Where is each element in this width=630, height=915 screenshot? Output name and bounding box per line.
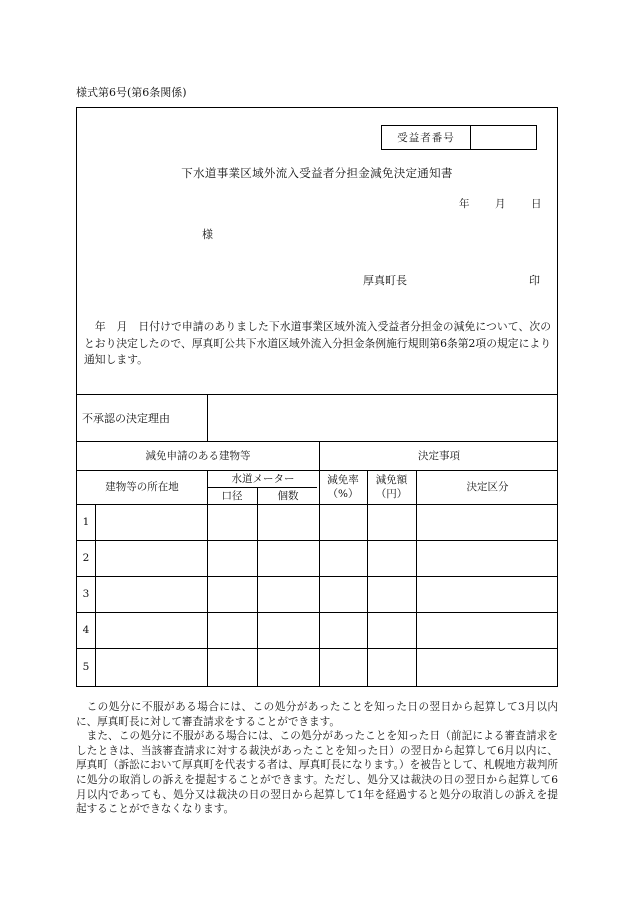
- header-decision-group: 決定事項: [418, 449, 460, 462]
- form-code: 様式第6号(第6条関係): [76, 86, 187, 99]
- divider: [77, 540, 557, 541]
- divider: [257, 487, 258, 686]
- recipient-number-label: 受益者番号: [382, 126, 471, 149]
- date-month-label: 月: [495, 198, 506, 210]
- recipient-number-field[interactable]: [471, 126, 536, 149]
- header-building-group: 減免申請のある建物等: [145, 449, 251, 462]
- divider: [95, 504, 96, 686]
- rejection-reason-field[interactable]: [208, 395, 557, 441]
- appeal-note: また、この処分に不服がある場合には、この処分があったことを知った日（前記による審査請求をしたときは、当該審査請求に対する裁決があったことを知った日）の翌日から起算して6月以内に、厚真町（訴訟において厚真町を代表する者は、厚真町長になります。）を被告として、札幌地方裁判所に処分の取消しの訴えを提起することができます。ただし、処分又は裁決の日の翌日から起算して6月以内であっても、処分又は裁決の日の翌日から起算して1年を経過すると処分の取消しの訴えを提起することができなくなります。: [76, 730, 558, 816]
- recipient-number-box: [381, 125, 537, 150]
- header-decision-category: 決定区分: [466, 481, 509, 493]
- row-number: 4: [82, 624, 90, 636]
- row-number: 1: [82, 516, 90, 528]
- rejection-reason-label: 不承認の決定理由: [82, 412, 170, 425]
- divider: [77, 648, 557, 649]
- header-reduction-rate: 減免率 （%）: [327, 474, 359, 500]
- date-year-label: 年: [459, 198, 470, 210]
- divider: [77, 612, 557, 613]
- notice-body: 年 月 日付けで申請のありました下水道事業区域外流入受益者分担金の減免について、次のとおり決定したので、厚真町公共下水道区域外流入分担金条例施行規則第6条第2項の規定により通知します。: [84, 320, 551, 366]
- divider: [77, 504, 557, 505]
- row-number: 5: [82, 661, 90, 673]
- header-bore: 口径: [221, 489, 243, 502]
- divider: [77, 576, 557, 577]
- row-number: 2: [82, 552, 90, 564]
- seal-mark: 印: [529, 274, 540, 287]
- addressee-suffix: 様: [202, 228, 213, 241]
- appeal-notes: [76, 700, 558, 817]
- appeal-note: この処分に不服がある場合には、この処分があったことを知った日の翌日から起算して3月以内に、厚真町長に対して審査請求をすることができます。: [76, 701, 558, 728]
- header-reduction-amount: 減免額 （円）: [375, 474, 408, 500]
- row-number: 3: [82, 588, 90, 600]
- document-title: 下水道事業区域外流入受益者分担金減免決定通知書: [181, 166, 453, 180]
- issuer-name: 厚真町長: [363, 274, 407, 287]
- header-count: 個数: [277, 489, 299, 502]
- header-water-meter: 水道メーター: [231, 472, 295, 485]
- header-location: 建物等の所在地: [105, 481, 179, 493]
- notice-form: [76, 107, 558, 687]
- date-day-label: 日: [531, 198, 542, 210]
